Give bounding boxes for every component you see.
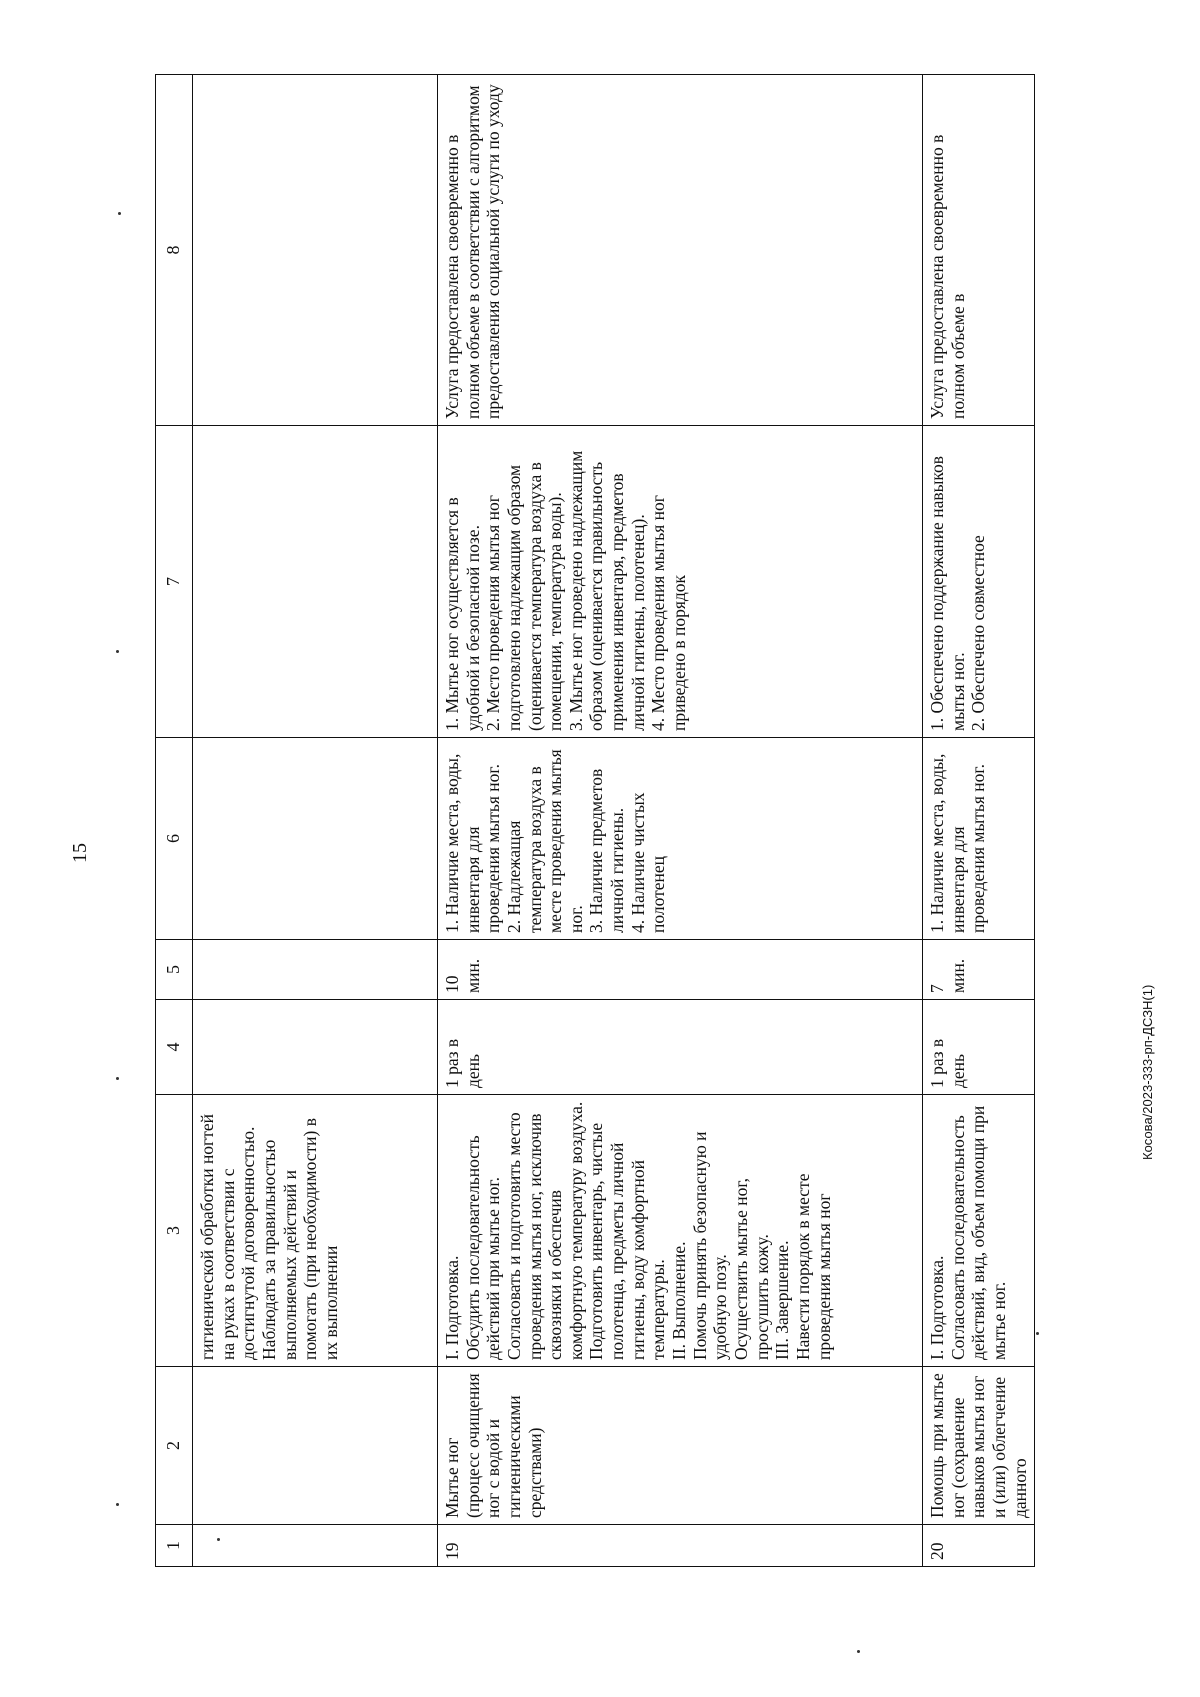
column-header: 8 [156, 75, 193, 426]
scan-speck [116, 1503, 119, 1506]
scan-speck [116, 650, 119, 653]
cell-quality-indicators: 1. Мытье ног осуществляется в удобной и безопасной позе. 2. Место проведения мытья ног подготовлено надлежащим образом (оценивается температура воздуха в помещении, температура воды). 3. Мытье ног проведено надлежащим образом (оценивается правильность применения инвентаря, предметов личной гигиены, полотенец). 4. Место проведения мытья ног приведено в порядок [438, 426, 923, 738]
cell-procedure: гигиенической обработки ногтей на руках в соответствии с достигнутой договоренностью. Наблюдать за правильностью выполняемых действий и помогать (при необходимости) в их выполнении [193, 1095, 438, 1367]
cell-number: 19 [438, 1525, 923, 1567]
document-stamp: Косова/2023-333-рп-ДСЗН(1) [1140, 984, 1155, 1160]
scan-speck [116, 1077, 119, 1080]
cell-frequency: 1 раз в день [923, 1000, 1035, 1095]
cell-conditions: 1. Наличие места, воды, инвентаря для проведения мытья ног. 2. Надлежащая температура воздуха в месте проведения мытья ног. 3. Наличие предметов личной гигиены. 4. Наличие чистых полотенец [438, 738, 923, 940]
cell-frequency: 1 раз в день [438, 1000, 923, 1095]
column-header: 2 [156, 1367, 193, 1525]
cell-service-name [193, 1367, 438, 1525]
cell-procedure: I. Подготовка. Обсудить последовательность действий при мытье ног. Согласовать и подготовить место проведения мытья ног, исключив сквозняки и обеспечив комфортную температуру воздуха. Подготовить инвентарь, чистые полотенца, предметы личной гигиены, воду комфортной температуры. II. Выполнение. Помочь принять безопасную и удобную позу. Осуществить мытье ног, просушить кожу. III. Завершение. Навести порядок в месте проведения мытья ног [438, 1095, 923, 1367]
cell-conditions [193, 738, 438, 940]
table-row [193, 75, 438, 1567]
scan-speck [1036, 1332, 1039, 1335]
cell-number [193, 1525, 438, 1567]
cell-result-evaluation: Услуга предоставлена своевременно в полном объеме в соответствии с алгоритмом предоставления социальной услуги по уходу [438, 75, 923, 426]
cell-duration: 7 мин. [923, 940, 1035, 1000]
table-row [923, 75, 1035, 1567]
cell-procedure: I. Подготовка. Согласовать последовательность действий, вид, объем помощи при мытье ног. [923, 1095, 1035, 1367]
cell-frequency [193, 1000, 438, 1095]
column-header: 5 [156, 940, 193, 1000]
cell-service-name: Мытье ног (процесс очищения ног с водой и гигиеническими средствами) [438, 1367, 923, 1525]
cell-conditions: 1. Наличие места, воды, инвентаря для проведения мытья ног. [923, 738, 1035, 940]
column-header: 6 [156, 738, 193, 940]
header-row [156, 75, 193, 1567]
cell-quality-indicators [193, 426, 438, 738]
scan-speck [857, 1650, 860, 1653]
cell-service-name: Помощь при мытье ног (сохранение навыков мытья ног и (или) облегчение данного [923, 1367, 1035, 1525]
services-table [155, 74, 1035, 1567]
page-number: 15 [69, 843, 91, 863]
cell-duration: 10 мин. [438, 940, 923, 1000]
table-container [155, 75, 1030, 1567]
column-header: 7 [156, 426, 193, 738]
table-row [438, 75, 923, 1567]
cell-quality-indicators: 1. Обеспечено поддержание навыков мытья ног. 2. Обеспечено совместное [923, 426, 1035, 738]
scan-speck [118, 212, 121, 215]
column-header: 4 [156, 1000, 193, 1095]
cell-result-evaluation: Услуга предоставлена своевременно в полном объеме в [923, 75, 1035, 426]
column-header: 3 [156, 1095, 193, 1367]
column-header: 1 [156, 1525, 193, 1567]
scan-speck [217, 1538, 220, 1541]
cell-result-evaluation [193, 75, 438, 426]
cell-duration [193, 940, 438, 1000]
cell-number: 20 [923, 1525, 1035, 1567]
